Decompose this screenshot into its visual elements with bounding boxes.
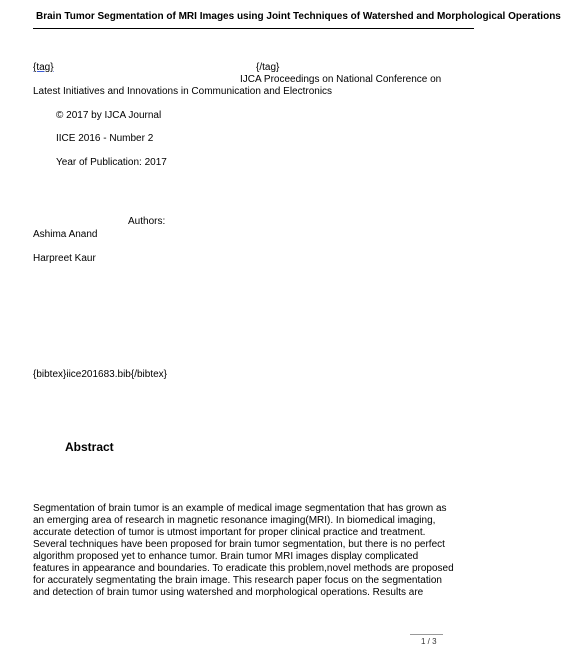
author-name: Ashima Anand [33, 229, 98, 240]
tag-open [33, 62, 54, 74]
abstract-heading: Abstract [65, 440, 114, 454]
abstract-line: Segmentation of brain tumor is an example of medical image segmentation that has grown as [33, 503, 447, 514]
page-number: 1 / 3 [421, 637, 437, 646]
abstract-line: algorithm proposed yet to enhance tumor. Brain tumor MRI images display complicated [33, 551, 419, 562]
abstract-line: accurate detection of tumor is utmost important for proper clinical practice and treatment. [33, 527, 426, 538]
issue-line: IICE 2016 - Number 2 [56, 133, 154, 144]
abstract-body [33, 503, 453, 599]
copyright-line: © 2017 by IJCA Journal [56, 110, 162, 121]
footer-divider [410, 634, 443, 635]
tag-close: {/tag} [256, 62, 280, 73]
publication-year: Year of Publication: 2017 [56, 157, 167, 168]
document-header-title: Brain Tumor Segmentation of MRI Images using Joint Techniques of Watershed and Morphological Operations [36, 11, 561, 22]
tag-open-text: {tag} [33, 62, 54, 73]
bibtex-reference: {bibtex}iice201683.bib{/bibtex} [33, 369, 168, 380]
proceedings-line-1: IJCA Proceedings on National Conference on [240, 74, 442, 85]
abstract-line: Several techniques have been proposed for brain tumor segmentation, but there is no perfect [33, 539, 445, 550]
header-divider [33, 28, 474, 29]
abstract-line: features in appearance and boundaries. To eradicate this problem,novel methods are proposed [33, 563, 454, 574]
authors-label: Authors: [128, 216, 166, 227]
abstract-line: an emerging area of research in magnetic resonance imaging(MRI). In biomedical imaging, [33, 515, 436, 526]
author-name: Harpreet Kaur [33, 253, 96, 264]
abstract-line: for accurately segmentating the brain image. This research paper focus on the segmentation [33, 575, 442, 586]
proceedings-line-2: Latest Initiatives and Innovations in Communication and Electronics [33, 86, 333, 97]
abstract-line: and detection of brain tumor using watershed and morphological operations. Results are [33, 587, 424, 598]
